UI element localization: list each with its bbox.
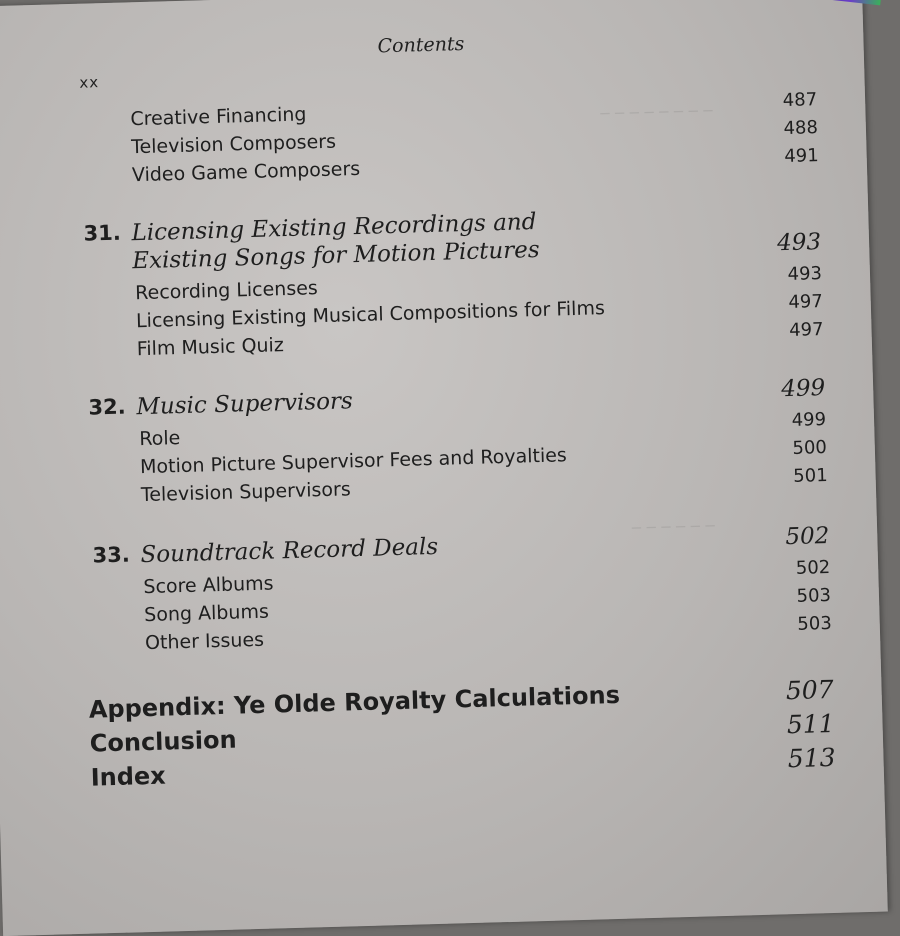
entry-page: 493 (787, 263, 823, 286)
entry-page: 502 (785, 522, 830, 551)
entry-title: Creative Financing (130, 103, 307, 131)
entry-page: 497 (788, 319, 824, 341)
entry-title: Score Albums (143, 572, 274, 599)
entry-page: 487 (782, 89, 818, 112)
entry-page: 500 (792, 436, 828, 459)
colored-book-corner (821, 0, 884, 5)
entry-page: 493 (776, 229, 822, 257)
chapter-number: 32. (88, 394, 126, 420)
entry-title: Motion Picture Supervisor Fees and Royalties (139, 444, 568, 479)
entry-page: 499 (780, 375, 826, 403)
bleed-through-text: _ _ _ _ _ _ (631, 506, 715, 530)
entry-page: 488 (783, 117, 819, 140)
page-number-roman: xx (79, 73, 100, 92)
entry-title: Television Supervisors (140, 478, 351, 507)
chapter-title: Soundtrack Record Deals (140, 533, 439, 569)
entry-page: 503 (796, 584, 832, 607)
backmatter-title: Appendix: Ye Olde Royalty Calculations (88, 680, 621, 724)
entry-page: 503 (797, 612, 833, 635)
bleed-through-text: _ _ _ _ _ _ _ _ (599, 91, 713, 116)
entry-page: 497 (788, 291, 824, 313)
entry-title: Television Composers (130, 130, 337, 159)
chapter-title: Music Supervisors (136, 388, 354, 421)
chapter-number: 33. (92, 542, 131, 568)
entry-page: 511 (786, 708, 835, 740)
entry-page: 499 (791, 409, 827, 431)
running-header: Contents (377, 32, 465, 58)
entry-page: 507 (785, 674, 834, 706)
entry-title: Other Issues (144, 628, 265, 655)
chapter-title: Licensing Existing Recordings and (131, 209, 537, 247)
chapter-title: Existing Songs for Motion Pictures (131, 236, 541, 275)
entry-title: Video Game Composers (131, 157, 361, 187)
entry-page: 501 (792, 464, 828, 487)
entry-title: Recording Licenses (134, 277, 319, 305)
entry-page: 502 (795, 556, 831, 579)
entry-title: Song Albums (143, 600, 270, 627)
entry-page: 491 (784, 145, 819, 168)
backmatter-title: Index (90, 761, 167, 792)
entry-title: Licensing Existing Musical Compositions for Films (135, 297, 606, 333)
chapter-number: 31. (83, 220, 122, 246)
entry-page: 513 (787, 742, 836, 774)
entry-title: Role (139, 427, 181, 451)
backmatter-title: Conclusion (89, 725, 237, 758)
entry-title: Film Music Quiz (136, 334, 285, 361)
